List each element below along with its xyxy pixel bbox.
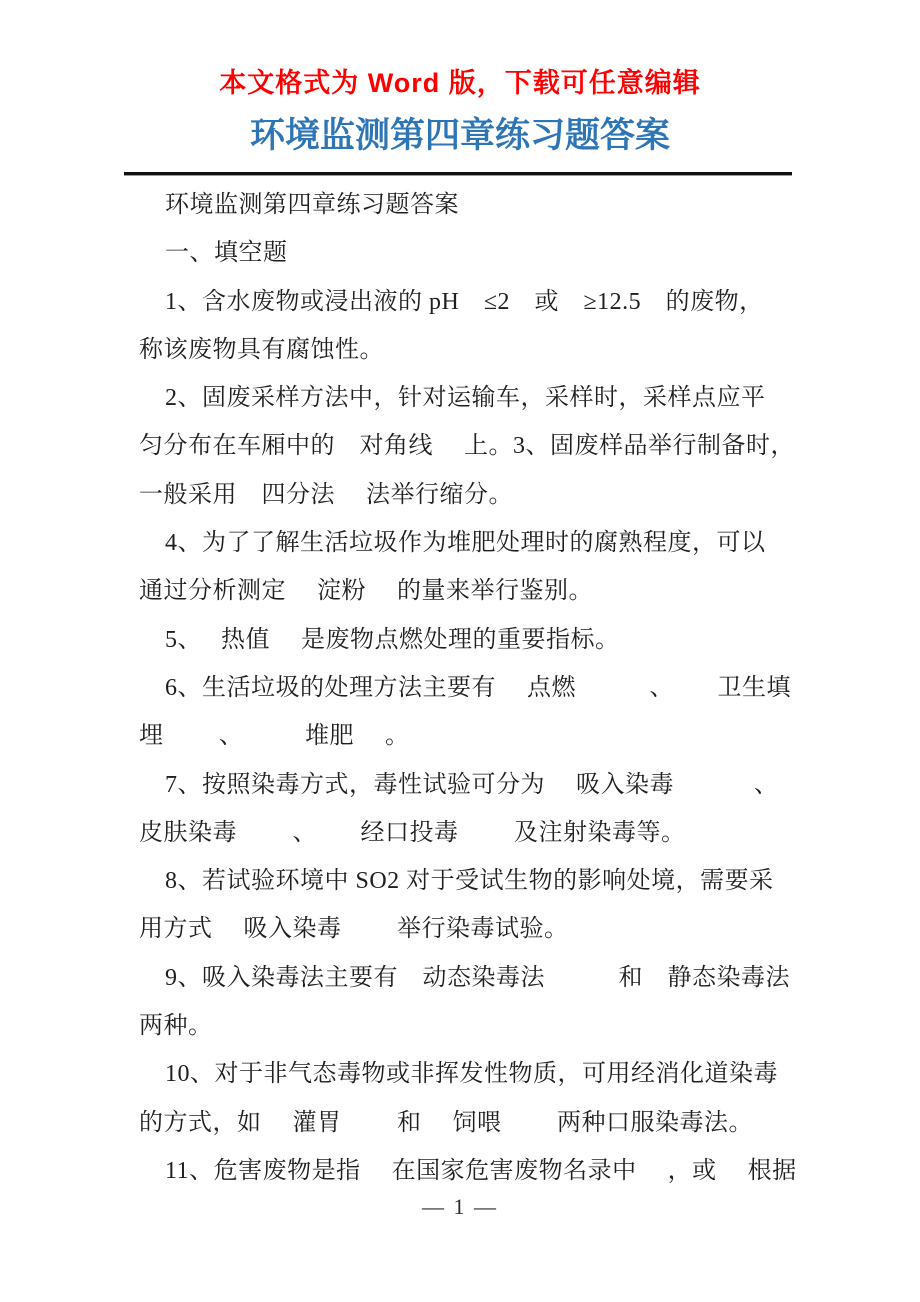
body-line: 环境监测第四章练习题答案 [165, 192, 459, 218]
body-line: 4、为了了解生活垃圾作为堆肥处理时的腐熟程度，可以 [165, 530, 766, 557]
body-line: 一般采用 四分法 法举行缩分。 [139, 481, 513, 508]
body-line: 1、含水废物或浸出液的 pH ≤2 或 ≥12.5 的废物， [165, 288, 764, 315]
title-divider-rule [124, 172, 792, 176]
body-line: 用方式 吸入染毒 举行染毒试验。 [139, 916, 569, 943]
body-line: 称该废物具有腐蚀性。 [139, 336, 384, 363]
body-line: 的方式，如 灌胃 和 饲喂 两种口服染毒法。 [139, 1109, 753, 1136]
body-line: 8、若试验环境中 SO2 对于受试生物的影响处境，需要采 [165, 868, 774, 895]
body-line: 2、固废采样方法中，针对运输车，采样时，采样点应平 [165, 385, 766, 412]
body-line: 通过分析测定 淀粉 的量来举行鉴别。 [139, 578, 593, 605]
page-number: — 1 — [422, 1194, 498, 1219]
format-notice-text: 本文格式为 Word 版，下载可任意编辑 [219, 68, 701, 98]
body-line: 10、对于非气态毒物或非挥发性物质，可用经消化道染毒 [165, 1061, 778, 1088]
body-line: 一、填空题 [165, 240, 288, 267]
body-line: 皮肤染毒 、 经口投毒 及注射染毒等。 [139, 819, 686, 846]
body-line: 埋 、 堆肥 。 [139, 723, 410, 750]
body-line: 6、生活垃圾的处理方法主要有 点燃 、 卫生填 [165, 674, 791, 701]
body-line: 11、危害废物是指 在国家危害废物名录中 ，或 根据 [165, 1157, 797, 1184]
body-line: 5、 热值 是废物点燃处理的重要指标。 [165, 626, 620, 653]
document-title: 环境监测第四章练习题答案 [249, 116, 670, 155]
body-line: 匀分布在车厢中的 对角线 上。3、固废样品举行制备时， [139, 433, 795, 460]
body-line: 9、吸入染毒法主要有 动态染毒法 和 静态染毒法 [165, 964, 790, 991]
document-body [139, 181, 799, 1195]
body-line: 7、按照染毒方式，毒性试验可分为 吸入染毒 、 [165, 771, 779, 798]
body-line: 两种。 [139, 1013, 213, 1040]
